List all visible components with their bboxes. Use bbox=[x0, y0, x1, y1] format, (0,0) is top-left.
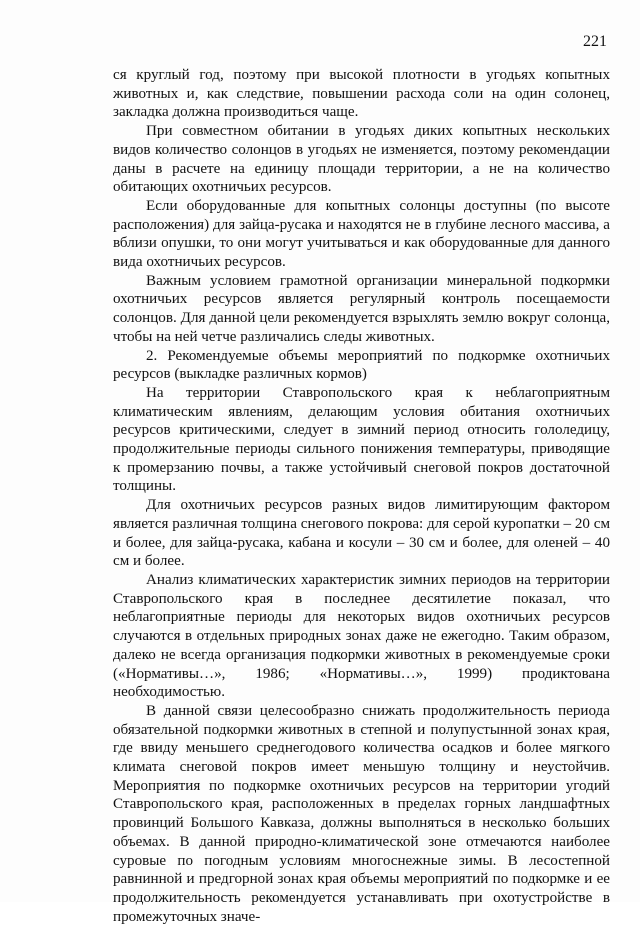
paragraph: Если оборудованные для копытных солонцы доступны (по высоте расположения) для зайца-русака и находятся не в глубине лесного массива, а вблизи опушки, то они могут учитываться и как оборудованные для данного вида охотничьих ресурсов. bbox=[113, 197, 610, 271]
section-heading: 2. Рекомендуемые объемы мероприятий по подкормке охотничьих ресурсов (выкладке различных кормов) bbox=[113, 347, 610, 383]
paragraph: Анализ климатических характеристик зимних периодов на территории Ставропольского края в последнее десятилетие показал, что неблагоприятные периоды для некоторых видов охотничьих ресурсов случаются в отдельных природных зонах даже не ежегодно. Таким образом, далеко не всегда организация подкормки животных в рекомендуемые сроки («Нормативы…», 1986; «Нормативы…», 1999) продиктована необходимостью. bbox=[113, 571, 610, 701]
paragraph: На территории Ставропольского края к неблагоприятным климатическим явлениям, делающим условия обитания охотничьих ресурсов критическими, следует в зимний период относить гололедицу, продолжительные периоды сильного понижения температуры, приводящие к промерзанию почвы, а также устойчивый снеговой покров достаточной толщины. bbox=[113, 384, 610, 495]
paragraph-continuation: ся круглый год, поэтому при высокой плотности в угодьях копытных животных и, как следствие, повышении расхода соли на один солонец, закладка должна производиться чаще. bbox=[113, 67, 610, 121]
paragraph: Важным условием грамотной организации минеральной подкормки охотничьих ресурсов является регулярный контроль посещаемости солонцов. Для данной цели рекомендуется взрыхлять землю вокруг солонца, чтобы на ней четче различались следы животных. bbox=[113, 272, 610, 345]
paragraph: При совместном обитании в угодьях диких копытных нескольких видов количество солонцов в угодьях не изменяется, поэтому рекомендации даны в расчете на единицу площади территории, а не на количество обитающих охотничьих ресурсов. bbox=[113, 123, 610, 196]
page-number: 221 bbox=[583, 33, 607, 50]
paragraph: Для охотничьих ресурсов разных видов лимитирующим фактором является различная толщина снегового покрова: для серой куропатки – 20 см и более, для зайца-русака, кабана и косули – 30 см и более, для оленей – 40 см и более. bbox=[113, 497, 610, 570]
paragraph: В данной связи целесообразно снижать продолжительность периода обязательной подкормки животных в степной и полупустынной зонах края, где ввиду меньшего среднегодового количества осадков и более мягкого климата снеговой покров имеет меньшую толщину и неустойчив. Мероприятия по подкормке охотничьих ресурсов на территории угодий Ставропольского края, расположенных в пределах горных ландшафтных провинций Большого Кавказа, должны выполняться в несколько больших объемах. В данной природно-климатической зоне отмечаются наиболее суровые по погодным условиям многоснежные зимы. В лесостепной равнинной и предгорной зонах края объемы мероприятий по подкормке и ее продолжительность рекомендуется устанавливать при охотустройстве в промежуточных значе- bbox=[113, 702, 610, 925]
body-text bbox=[113, 66, 610, 926]
